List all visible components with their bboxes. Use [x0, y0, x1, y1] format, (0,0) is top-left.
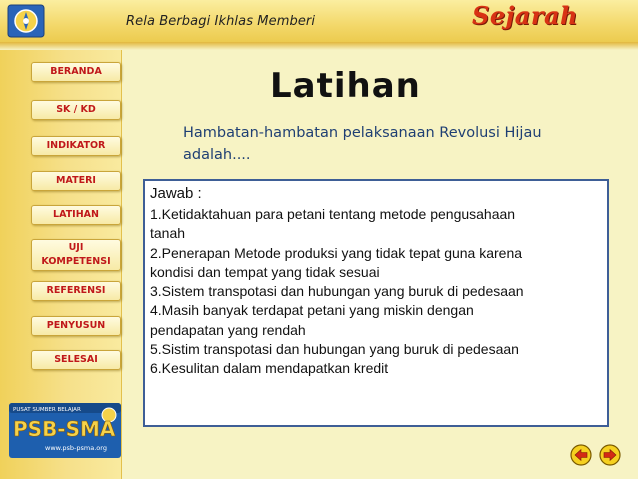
answer-box [143, 179, 609, 427]
nav-materi[interactable] [31, 171, 121, 191]
answer-line: 3.Sistem transpotasi dan hubungan yang buruk di pedesaan [150, 283, 524, 300]
nav-label: SK / KD [56, 104, 96, 115]
arrow-right-icon[interactable] [599, 444, 621, 466]
nav-label: INDIKATOR [46, 140, 106, 151]
answer-line: tanah [150, 225, 186, 242]
question-line: adalah.... [183, 147, 251, 163]
nav-beranda[interactable] [31, 62, 121, 82]
answer-line: 1.Ketidaktahuan para petani tentang metode pengusahaan [150, 206, 516, 222]
nav-label-line1: UJI [68, 242, 84, 253]
nav-penyusun[interactable] [31, 316, 121, 336]
subject-title: Sejarah [472, 1, 578, 30]
answer-line: pendapatan yang rendah [150, 321, 306, 338]
nav-label: BERANDA [50, 66, 102, 77]
arrow-left-icon[interactable] [570, 444, 592, 466]
header-shadow [0, 42, 638, 50]
nav-latihan[interactable] [31, 205, 121, 225]
page-title: Latihan [270, 66, 421, 106]
logo-url: www.psb-psma.org [45, 444, 107, 452]
nav-label: REFERENSI [46, 285, 106, 296]
logo-brand: PSB-SMA [13, 417, 116, 441]
nav-label: SELESAI [54, 354, 98, 365]
nav-label-line2: KOMPETENSI [41, 256, 111, 267]
answer-line: 2.Penerapan Metode produksi yang tidak tepat guna karena [150, 244, 523, 261]
nav-selesai[interactable] [31, 350, 121, 370]
nav-label: PENYUSUN [46, 320, 106, 331]
nav-referensi[interactable] [31, 281, 121, 301]
slogan-text: Rela Berbagi Ikhlas Memberi [126, 14, 316, 29]
nav-uji-kompetensi[interactable] [31, 239, 121, 271]
answer-line: kondisi dan tempat yang tidak sesuai [150, 263, 380, 280]
question-text [183, 122, 623, 166]
psb-sma-logo [9, 403, 121, 458]
emblem-icon [6, 3, 46, 39]
answer-line: 4.Masih banyak terdapat petani yang miskin dengan [150, 302, 474, 319]
nav-indikator[interactable] [31, 136, 121, 156]
answer-line: 5.Sistim transpotasi dan hubungan yang buruk di pedesaan [150, 341, 519, 358]
answer-line: 6.Kesulitan dalam mendapatkan kredit [150, 360, 389, 377]
nav-label: MATERI [56, 175, 96, 186]
logo-top-text: PUSAT SUMBER BELAJAR [13, 407, 81, 413]
answer-title: Jawab : [150, 185, 202, 202]
question-line: Hambatan-hambatan pelaksanaan Revolusi Hijau [183, 125, 542, 141]
nav-sk-kd[interactable] [31, 100, 121, 120]
nav-label: LATIHAN [53, 209, 99, 220]
